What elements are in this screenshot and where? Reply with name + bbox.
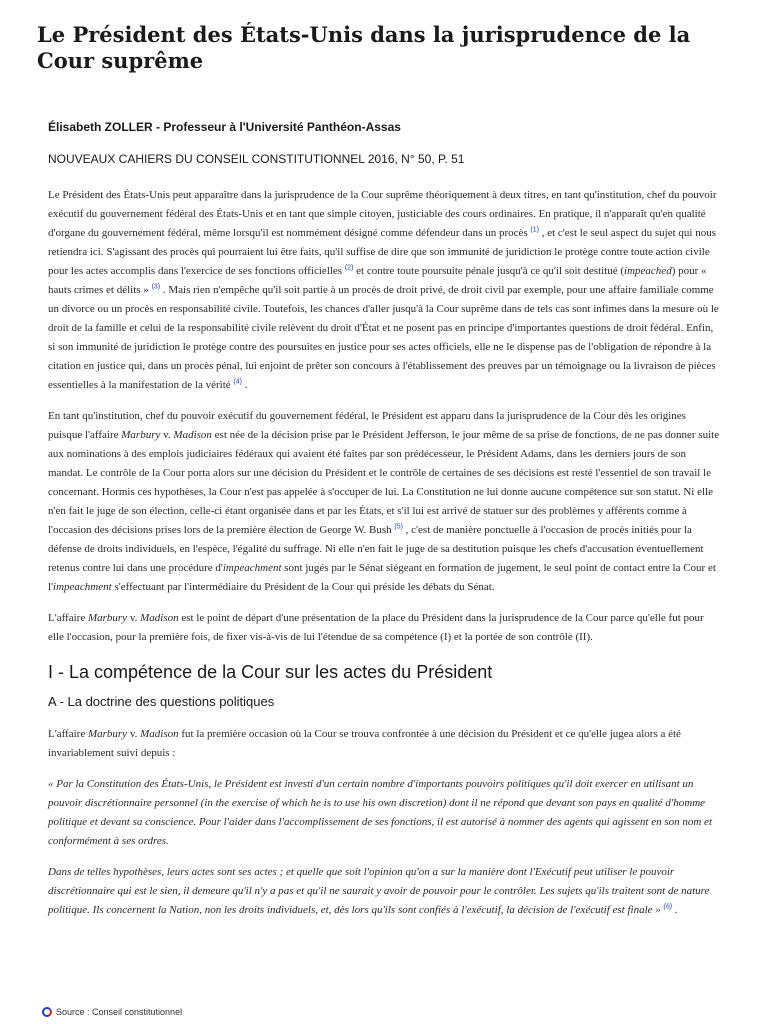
author-line: Élisabeth ZOLLER - Professeur à l'Université Panthéon-Assas: [48, 120, 401, 134]
footnote-link-5[interactable]: (5): [394, 523, 403, 531]
footnote-link-2[interactable]: (2): [344, 264, 354, 272]
source-footer: Source : Conseil constitutionnel: [42, 1007, 182, 1017]
quote-paragraph-1: « Par la Constitution des États-Unis, le Président est investi d'un certain nombre d'importants pouvoirs politiques qu'il doit exercer en utilisant un pouvoir discrétionnaire personnel (in the exercise of which he is to use his own discretion) dont il ne répond que devant son pays en qualité d'homme politique et devant sa conscience. Pour l'aider dans l'accomplissement de ses fonctions, il est autorisé à nommer des agents qui agissent en son nom et conformément à ses ordres.: [48, 778, 712, 847]
footnote-link-6[interactable]: (6): [663, 903, 673, 911]
quote-paragraph-2: Dans de telles hypothèses, leurs actes sont ses actes ; et quelle que soit l'opinion qu'on a sur la manière dont l'Exécutif peut utiliser le pouvoir discrétionnaire qui est le sien, il demeure qu'il n'y a pas et qu'il ne saurait y avoir de pouvoir pour le contrôler. Les sujets qu'ils traitent sont de nature politique. Ils concernent la Nation, non les droits individuels, et, dès lors qu'ils sont confiés à l'exécutif, la décision de l'exécutif est finale » $^{(6)}$ .: [48, 866, 710, 916]
page-title: Le Président des États-Unis dans la jurisprudence de la Cour suprême: [37, 22, 691, 73]
paragraph-1: Le Président des États-Unis peut apparaître dans la jurisprudence de la Cour suprême théoriquement à deux titres, en tant qu'institution, chef du pouvoir exécutif du gouvernement fédéral des États-Unis et en tant que simple citoyen, justiciable des cours ordinaires. En pratique, il n'apparaît qu'en qualité d'organe du gouvernement fédéral, même lorsqu'il est nommément désigné comme défendeur dans un procès $^{(1)}$ , et c'est le seul aspect du sujet qui nous retiendra ici. S'agissant des procès qui pourraient lui être faits, qu'il suffise de dire que son immunité de juridiction le protège contre toute action civile pour les actes accomplis dans l'exercice de ses fonctions officielles $^{(2)}$ et contre toute poursuite pénale jusqu'à ce qu'il soit destitué (impeached) pour « hauts crimes et délits » $^{(3)}$ . Mais rien n'empêche qu'il soit partie à un procès de droit privé, de droit civil par exemple, pour une affaire familiale comme un divorce ou un procès en responsabilité civile. Toutefois, les chances d'aller jusqu'à la Cour suprême dans de tels cas sont infimes dans la mesure où le droit de la famille et celui de la responsabilité civile relèvent du droit d'État et ne posent pas en principe d'importantes questions de droit fédéral. Enfin, si son immunité de juridiction le protège contre des poursuites en justice pour ses actes officiels, elle ne le dispense pas de l'obligation de répondre à la citation en justice qui, dans un procès pénal, lui enjoint de prêter son concours à l'établissement des preuves par un témoignage ou la livraison de pièces essentielles à la manifestation de la vérité $^{(4)}$ .: [48, 189, 719, 391]
publication-reference: NOUVEAUX CAHIERS DU CONSEIL CONSTITUTIONNEL 2016, N° 50, P. 51: [48, 152, 465, 166]
footnote-link-4[interactable]: (4): [233, 378, 242, 386]
paragraph-2: En tant qu'institution, chef du pouvoir exécutif du gouvernement fédéral, le Président est apparu dans la jurisprudence de la Cour dès les origines puisque l'affaire Marbury v. Madison est née de la décision prise par le Président Jefferson, le jour même de sa prise de fonctions, de ne pas donner suite aux nominations à des emplois judiciaires fédéraux qui avaient été faites par son prédécesseur, le Président Adams, dans les derniers jours de son mandat. Le contrôle de la Cour porta alors sur une décision du Président et le contrôle de certaines de ses décisions est resté l'essentiel de son travail le concernant. Hormis ces hypothèses, la Cour n'est pas appelée à s'occuper de lui. La Constitution ne lui donne aucune compétence sur son statut. Ni elle n'en fait le juge de son élection, celle-ci étant organisée dans et par les États, et s'il lui est arrivé de statuer sur des problèmes y afférents comme à l'occasion des décisions prises lors de la première élection de George W. Bush $^{(5)}$ , c'est de manière ponctuelle à l'occasion de procès initiés pour la défense de droits individuels, en l'espèce, l'égalité du suffrage. Ni elle n'en fait le juge de sa destitution puisque les chefs d'accusation éventuellement retenus contre lui dans une procédure d'impeachment sont jugés par le Sénat siégeant en formation de jugement, le seul point de contact entre la Cour et l'impeachment s'effectuant par l'intermédiaire du Président de la Cour qui préside les débats du Sénat.: [48, 410, 720, 593]
paragraph-4: L'affaire Marbury v. Madison fut la première occasion où la Cour se trouva confrontée à une décision du Président et ce qu'elle jugea alors a été invariablement suivi depuis :: [48, 728, 681, 759]
footnote-link-3[interactable]: (3): [151, 283, 161, 291]
paragraph-3: L'affaire Marbury v. Madison est le point de départ d'une présentation de la place du Président dans la jurisprudence de la Cour parce qu'elle fut pour elle l'occasion, pour la première fois, de fixer vis-à-vis de lui l'étendue de sa compétence (I) et la portée de son contrôle (II).: [48, 612, 704, 643]
conseil-logo-icon: [42, 1007, 52, 1017]
footnote-link-1[interactable]: (1): [530, 226, 539, 234]
article-body: [48, 186, 720, 932]
subsection-heading-a: A - La doctrine des questions politiques: [48, 694, 275, 709]
section-heading-1: I - La compétence de la Cour sur les actes du Président: [48, 662, 493, 682]
